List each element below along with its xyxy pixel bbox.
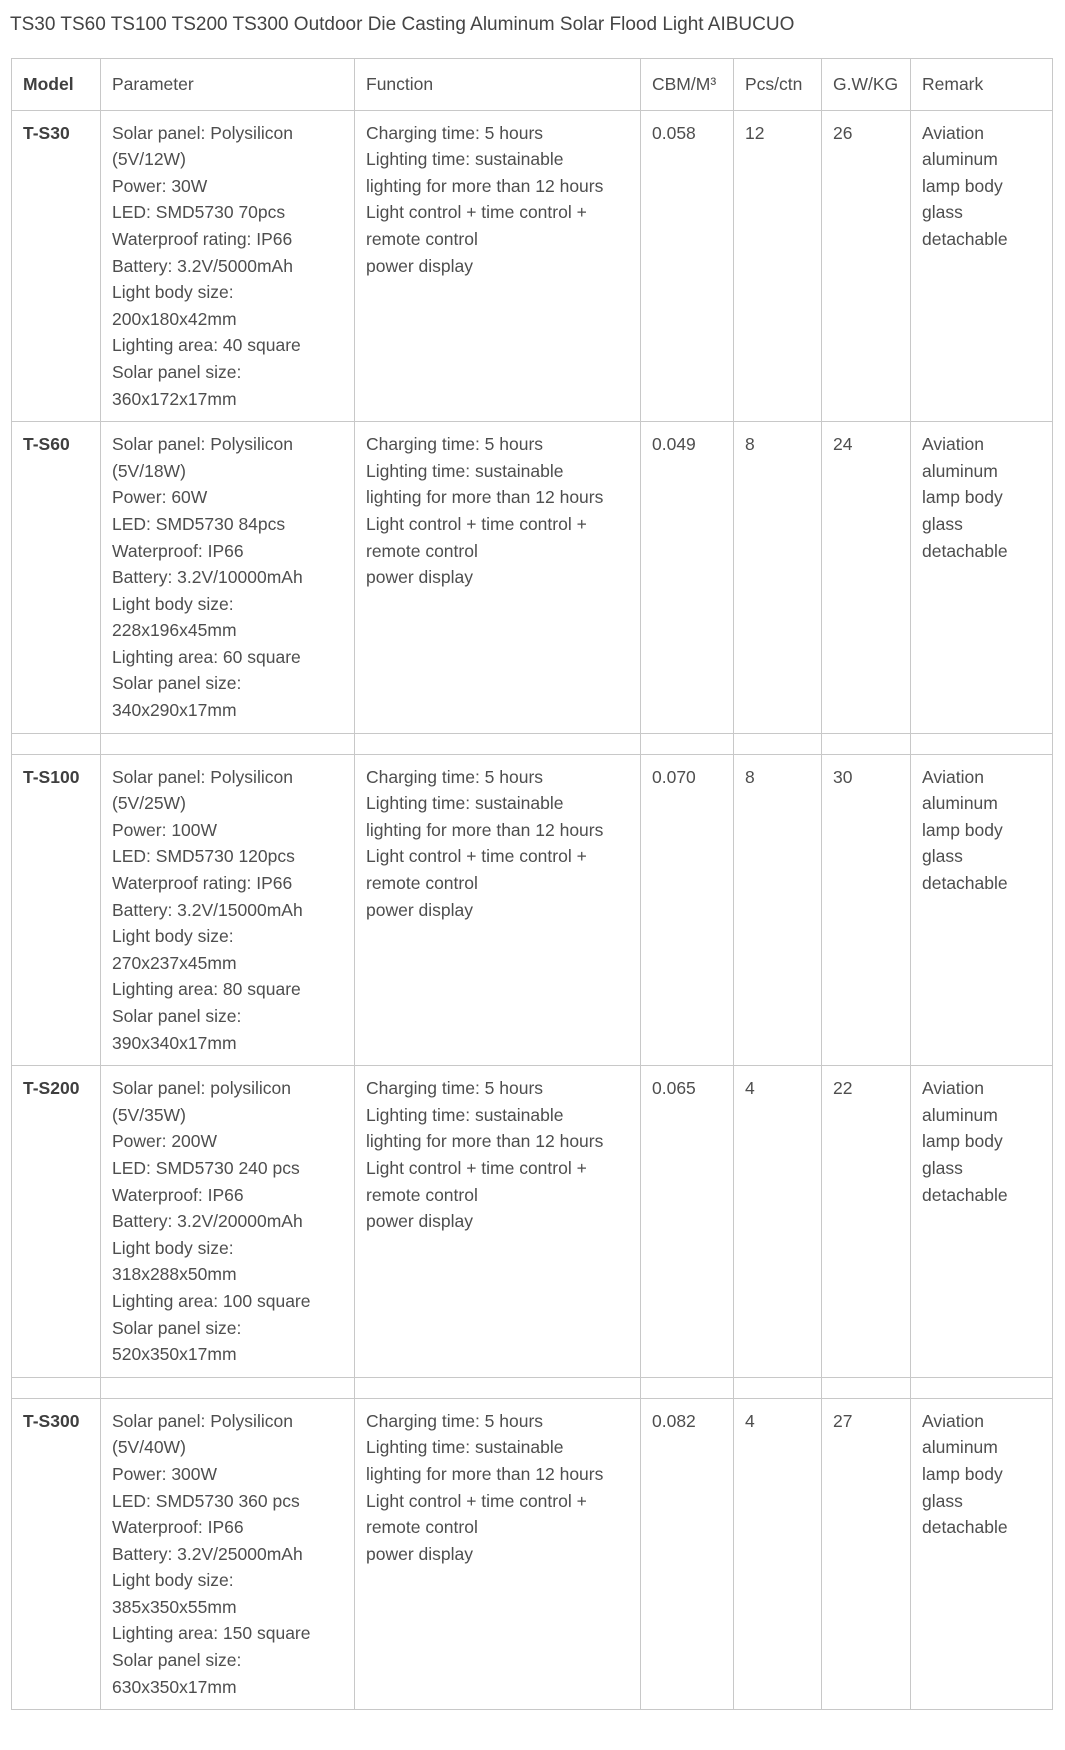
function-cell-line: Light control + time control + xyxy=(366,1490,587,1511)
header-gw: G.W/KG xyxy=(822,59,911,111)
parameter-cell-line: 200x180x42mm xyxy=(112,308,237,329)
parameter-cell-line: Solar panel size: xyxy=(112,361,242,382)
table-header-row xyxy=(12,59,1053,111)
parameter-cell-line: Light body size: xyxy=(112,926,234,947)
parameter-cell-line: 630x350x17mm xyxy=(112,1676,237,1697)
parameter-cell-line: Power: 200W xyxy=(112,1131,218,1152)
remark-cell-line: glass xyxy=(922,1157,963,1178)
parameter-cell-line: Solar panel: Polysilicon xyxy=(112,434,293,455)
pcs-cell: 4 xyxy=(734,1398,822,1710)
function-cell-line: Charging time: 5 hours xyxy=(366,122,544,143)
divider-cell xyxy=(12,733,101,754)
divider-cell xyxy=(641,733,734,754)
remark-cell-line: lamp body xyxy=(922,175,1003,196)
parameter-cell-line: 270x237x45mm xyxy=(112,952,237,973)
header-remark: Remark xyxy=(911,59,1053,111)
parameter-cell-line: Waterproof: IP66 xyxy=(112,1517,244,1538)
parameter-cell-line: Light body size: xyxy=(112,593,234,614)
function-cell xyxy=(355,1066,641,1378)
parameter-cell-line: (5V/18W) xyxy=(112,460,186,481)
table-body xyxy=(12,110,1053,1710)
parameter-cell-line: Battery: 3.2V/10000mAh xyxy=(112,567,303,588)
parameter-cell xyxy=(101,110,355,422)
row-divider xyxy=(12,1377,1053,1398)
parameter-cell-line: 340x290x17mm xyxy=(112,700,237,721)
remark-cell-line: glass xyxy=(922,1490,963,1511)
parameter-cell-line: 520x350x17mm xyxy=(112,1344,237,1365)
function-cell-line: lighting for more than 12 hours xyxy=(366,819,604,840)
parameter-cell-line: Waterproof rating: IP66 xyxy=(112,228,293,249)
parameter-cell-line: 360x172x17mm xyxy=(112,388,237,409)
parameter-cell-line: Lighting area: 60 square xyxy=(112,646,301,667)
parameter-cell-line: Battery: 3.2V/5000mAh xyxy=(112,255,293,276)
parameter-cell-line: 390x340x17mm xyxy=(112,1032,237,1053)
function-cell-line: power display xyxy=(366,567,473,588)
remark-cell-line: Aviation xyxy=(922,1410,984,1431)
gw-cell: 24 xyxy=(822,422,911,734)
table-row xyxy=(12,1398,1053,1710)
gw-cell: 22 xyxy=(822,1066,911,1378)
function-cell-line: Charging time: 5 hours xyxy=(366,434,544,455)
parameter-cell-line: Lighting area: 150 square xyxy=(112,1623,311,1644)
parameter-cell-line: Solar panel: Polysilicon xyxy=(112,122,293,143)
pcs-cell: 12 xyxy=(734,110,822,422)
function-cell-line: power display xyxy=(366,255,473,276)
remark-cell-line: Aviation xyxy=(922,1078,984,1099)
function-cell-line: Light control + time control + xyxy=(366,513,587,534)
header-parameter: Parameter xyxy=(101,59,355,111)
remark-cell-line: lamp body xyxy=(922,487,1003,508)
parameter-cell-line: Battery: 3.2V/15000mAh xyxy=(112,899,303,920)
divider-cell xyxy=(822,1377,911,1398)
remark-cell xyxy=(911,1066,1053,1378)
parameter-cell-line: Solar panel size: xyxy=(112,673,242,694)
cbm-cell: 0.070 xyxy=(641,754,734,1066)
header-cbm: CBM/M³ xyxy=(641,59,734,111)
remark-cell-line: Aviation xyxy=(922,766,984,787)
function-cell xyxy=(355,110,641,422)
table-row xyxy=(12,1066,1053,1378)
spec-table xyxy=(11,58,1053,1710)
cbm-cell: 0.049 xyxy=(641,422,734,734)
parameter-cell-line: Solar panel: polysilicon xyxy=(112,1078,291,1099)
function-cell-line: Charging time: 5 hours xyxy=(366,766,544,787)
divider-cell xyxy=(355,733,641,754)
header-model: Model xyxy=(12,59,101,111)
parameter-cell-line: Lighting area: 100 square xyxy=(112,1290,311,1311)
function-cell-line: Lighting time: sustainable xyxy=(366,149,564,170)
parameter-cell-line: LED: SMD5730 70pcs xyxy=(112,202,286,223)
function-cell-line: remote control xyxy=(366,228,478,249)
remark-cell-line: detachable xyxy=(922,228,1008,249)
remark-cell-line: detachable xyxy=(922,873,1008,894)
function-cell-line: power display xyxy=(366,899,473,920)
parameter-cell-line: Waterproof: IP66 xyxy=(112,1184,244,1205)
parameter-cell-line: (5V/12W) xyxy=(112,149,186,170)
model-cell: T-S300 xyxy=(12,1398,101,1710)
remark-cell-line: aluminum xyxy=(922,793,998,814)
parameter-cell-line: 385x350x55mm xyxy=(112,1596,237,1617)
divider-cell xyxy=(734,1377,822,1398)
function-cell-line: lighting for more than 12 hours xyxy=(366,1463,604,1484)
header-pcs: Pcs/ctn xyxy=(734,59,822,111)
divider-cell xyxy=(101,1377,355,1398)
divider-cell xyxy=(12,1377,101,1398)
function-cell-line: Light control + time control + xyxy=(366,202,587,223)
header-function: Function xyxy=(355,59,641,111)
parameter-cell xyxy=(101,1066,355,1378)
parameter-cell-line: 228x196x45mm xyxy=(112,620,237,641)
parameter-cell-line: (5V/25W) xyxy=(112,793,186,814)
remark-cell-line: aluminum xyxy=(922,149,998,170)
divider-cell xyxy=(822,733,911,754)
parameter-cell-line: Light body size: xyxy=(112,1237,234,1258)
model-cell: T-S100 xyxy=(12,754,101,1066)
parameter-cell xyxy=(101,754,355,1066)
parameter-cell xyxy=(101,1398,355,1710)
function-cell xyxy=(355,422,641,734)
cbm-cell: 0.082 xyxy=(641,1398,734,1710)
parameter-cell-line: Light body size: xyxy=(112,1570,234,1591)
cbm-cell: 0.065 xyxy=(641,1066,734,1378)
parameter-cell-line: Battery: 3.2V/25000mAh xyxy=(112,1543,303,1564)
function-cell-line: remote control xyxy=(366,1184,478,1205)
divider-cell xyxy=(641,1377,734,1398)
table-row xyxy=(12,110,1053,422)
parameter-cell-line: Power: 100W xyxy=(112,819,218,840)
parameter-cell-line: LED: SMD5730 120pcs xyxy=(112,846,295,867)
remark-cell-line: detachable xyxy=(922,540,1008,561)
parameter-cell-line: Power: 30W xyxy=(112,175,208,196)
remark-cell-line: lamp body xyxy=(922,1463,1003,1484)
function-cell-line: lighting for more than 12 hours xyxy=(366,487,604,508)
parameter-cell-line: Solar panel size: xyxy=(112,1650,242,1671)
parameter-cell-line: Solar panel size: xyxy=(112,1006,242,1026)
function-cell-line: Lighting time: sustainable xyxy=(366,460,564,481)
function-cell-line: lighting for more than 12 hours xyxy=(366,175,604,196)
remark-cell-line: detachable xyxy=(922,1517,1008,1538)
cbm-cell: 0.058 xyxy=(641,110,734,422)
function-cell-line: Charging time: 5 hours xyxy=(366,1078,544,1099)
remark-cell xyxy=(911,422,1053,734)
parameter-cell-line: Waterproof: IP66 xyxy=(112,540,244,561)
page-title: TS30 TS60 TS100 TS200 TS300 Outdoor Die Casting Aluminum Solar Flood Light AIBUCUO xyxy=(10,14,795,35)
function-cell-line: Light control + time control + xyxy=(366,1157,587,1178)
parameter-cell-line: Battery: 3.2V/20000mAh xyxy=(112,1211,303,1232)
function-cell-line: remote control xyxy=(366,540,478,561)
remark-cell-line: glass xyxy=(922,513,963,534)
function-cell-line: lighting for more than 12 hours xyxy=(366,1131,604,1152)
remark-cell-line: aluminum xyxy=(922,460,998,481)
remark-cell-line: glass xyxy=(922,202,963,223)
divider-cell xyxy=(911,733,1053,754)
pcs-cell: 8 xyxy=(734,754,822,1066)
parameter-cell-line: (5V/35W) xyxy=(112,1104,186,1125)
function-cell-line: power display xyxy=(366,1543,473,1564)
divider-cell xyxy=(734,733,822,754)
model-cell: T-S30 xyxy=(12,110,101,422)
remark-cell xyxy=(911,1398,1053,1710)
gw-cell: 27 xyxy=(822,1398,911,1710)
model-cell: T-S60 xyxy=(12,422,101,734)
remark-cell-line: glass xyxy=(922,846,963,867)
function-cell-line: Lighting time: sustainable xyxy=(366,793,564,814)
parameter-cell-line: (5V/40W) xyxy=(112,1437,186,1458)
function-cell-line: remote control xyxy=(366,1517,478,1538)
row-divider xyxy=(12,733,1053,754)
table-row xyxy=(12,422,1053,734)
parameter-cell-line: LED: SMD5730 240 pcs xyxy=(112,1157,300,1178)
function-cell xyxy=(355,1398,641,1710)
parameter-cell-line: Power: 300W xyxy=(112,1463,218,1484)
remark-cell-line: Aviation xyxy=(922,434,984,455)
remark-cell-line: aluminum xyxy=(922,1104,998,1125)
parameter-cell-line: Light body size: xyxy=(112,282,234,303)
parameter-cell xyxy=(101,422,355,734)
function-cell xyxy=(355,754,641,1066)
table-row xyxy=(12,754,1053,1066)
function-cell-line: Charging time: 5 hours xyxy=(366,1410,544,1431)
remark-cell-line: Aviation xyxy=(922,122,984,143)
pcs-cell: 8 xyxy=(734,422,822,734)
function-cell-line: Light control + time control + xyxy=(366,846,587,867)
parameter-cell-line: LED: SMD5730 84pcs xyxy=(112,513,286,534)
parameter-cell-line: Solar panel size: xyxy=(112,1317,242,1338)
pcs-cell: 4 xyxy=(734,1066,822,1378)
remark-cell-line: aluminum xyxy=(922,1437,998,1458)
parameter-cell-line: 318x288x50mm xyxy=(112,1264,237,1285)
divider-cell xyxy=(911,1377,1053,1398)
function-cell-line: remote control xyxy=(366,873,478,894)
divider-cell xyxy=(101,733,355,754)
remark-cell-line: detachable xyxy=(922,1184,1008,1205)
function-cell-line: Lighting time: sustainable xyxy=(366,1437,564,1458)
remark-cell-line: lamp body xyxy=(922,1131,1003,1152)
parameter-cell-line: Lighting area: 40 square xyxy=(112,335,301,356)
gw-cell: 26 xyxy=(822,110,911,422)
remark-cell xyxy=(911,754,1053,1066)
function-cell-line: Lighting time: sustainable xyxy=(366,1104,564,1125)
parameter-cell-line: Waterproof rating: IP66 xyxy=(112,873,293,894)
gw-cell: 30 xyxy=(822,754,911,1066)
parameter-cell-line: LED: SMD5730 360 pcs xyxy=(112,1490,300,1511)
parameter-cell-line: Power: 60W xyxy=(112,487,208,508)
parameter-cell-line: Lighting area: 80 square xyxy=(112,979,301,1000)
function-cell-line: power display xyxy=(366,1211,473,1232)
parameter-cell-line: Solar panel: Polysilicon xyxy=(112,766,293,787)
model-cell: T-S200 xyxy=(12,1066,101,1378)
remark-cell-line: lamp body xyxy=(922,819,1003,840)
parameter-cell-line: Solar panel: Polysilicon xyxy=(112,1410,293,1431)
divider-cell xyxy=(355,1377,641,1398)
remark-cell xyxy=(911,110,1053,422)
